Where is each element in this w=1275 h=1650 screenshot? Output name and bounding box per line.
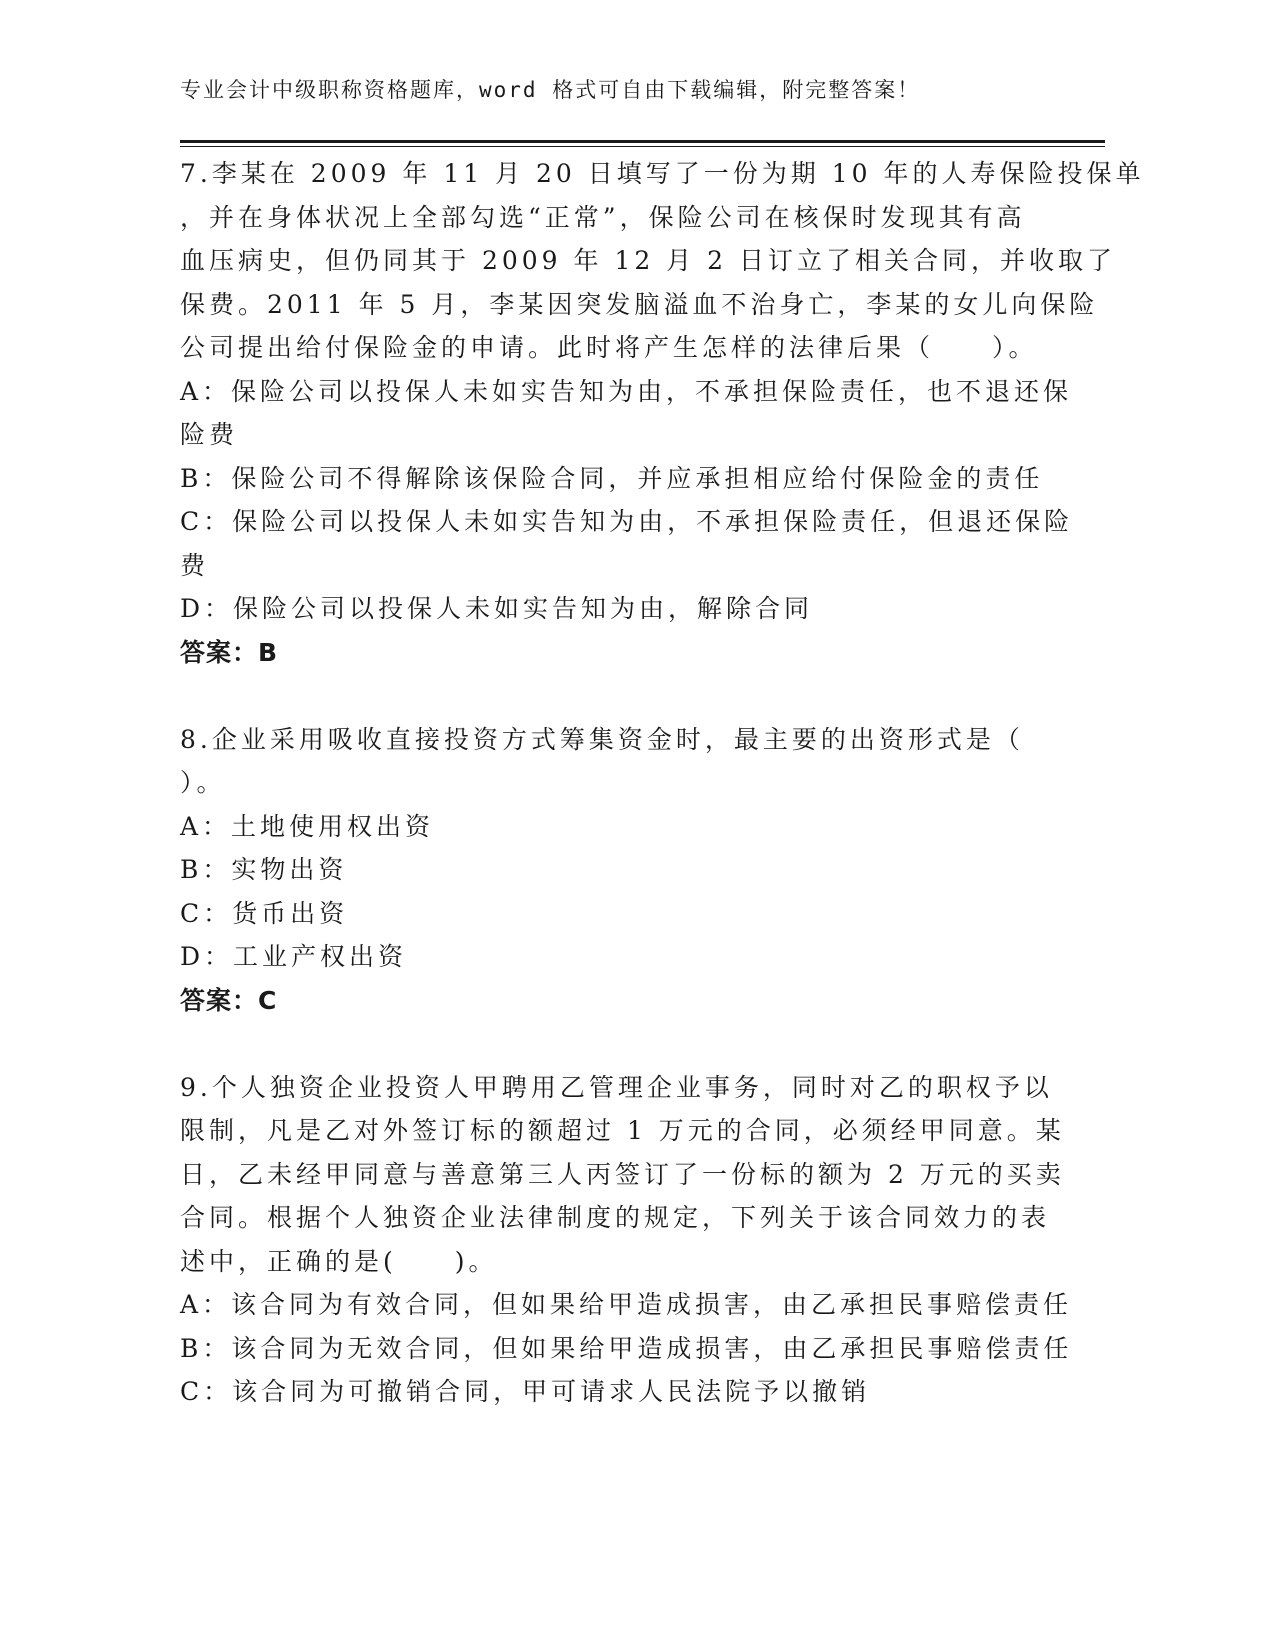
document-body (180, 152, 1145, 1414)
answer: 答案：B (180, 637, 279, 667)
question-text-line: 保费。2011 年 5 月，李某因突发脑溢血不治身亡，李某的女儿向保险 (180, 289, 1099, 319)
question-8 (180, 718, 1040, 1023)
option-c: C：货币出资 (180, 898, 349, 928)
question-text-line: 8.企业采用吸收直接投资方式筹集资金时，最主要的出资形式是（ (180, 724, 1024, 754)
option-d: D：保险公司以投保人未如实告知为由，解除合同 (180, 594, 814, 623)
question-text-line: ）。 (180, 768, 226, 797)
question-text-line: 述中，正确的是( )。 (180, 1246, 498, 1276)
question-text-line: 7.李某在 2009 年 11 月 20 日填写了一份为期 10 年的人寿保险投保单 (180, 159, 1145, 188)
option-a-continued: 险费 (180, 420, 239, 449)
question-text-line: 合同。根据个人独资企业法律制度的规定，下列关于该合同效力的表 (180, 1203, 1051, 1232)
spacer (180, 674, 1040, 718)
header-rule-thin (180, 146, 1105, 147)
option-b: B：保险公司不得解除该保险合同，并应承担相应给付保险金的责任 (180, 463, 1044, 493)
question-text-line: ，并在身体状况上全部勾选“正常”，保险公司在核保时发现其有高 (180, 202, 1026, 232)
option-a: A：土地使用权出资 (180, 811, 435, 841)
option-b: B：该合同为无效合同，但如果给甲造成损害，由乙承担民事赔偿责任 (180, 1333, 1073, 1363)
question-text-line: 日，乙未经甲同意与善意第三人丙签订了一份标的额为 2 万元的买卖 (180, 1159, 1065, 1189)
question-text-line: 限制，凡是乙对外签订标的额超过 1 万元的合同，必须经甲同意。某 (180, 1116, 1065, 1145)
option-b: B：实物出资 (180, 855, 348, 884)
question-9 (180, 1066, 1073, 1414)
option-a: A：该合同为有效合同，但如果给甲造成损害，由乙承担民事赔偿责任 (180, 1290, 1073, 1319)
option-a: A：保险公司以投保人未如实告知为由，不承担保险责任，也不退还保 (180, 376, 1073, 406)
page-header: 专业会计中级职称资格题库，word 格式可自由下载编辑，附完整答案！ (180, 78, 921, 102)
answer: 答案：C (180, 985, 278, 1015)
question-text-line: 9.个人独资企业投资人甲聘用乙管理企业事务，同时对乙的职权予以 (180, 1072, 1053, 1102)
spacer (180, 1022, 1040, 1066)
option-d: D：工业产权出资 (180, 942, 408, 971)
header-rule-thick (180, 140, 1105, 143)
option-c: C：保险公司以投保人未如实告知为由，不承担保险责任，但退还保险 (180, 507, 1074, 536)
question-7 (180, 152, 1145, 674)
question-text-line: 血压病史，但仍同其于 2009 年 12 月 2 日订立了相关合同，并收取了 (180, 246, 1117, 275)
option-c-continued: 费 (180, 550, 210, 580)
option-c: C：该合同为可撤销合同，甲可请求人民法院予以撤销 (180, 1377, 871, 1406)
question-text-line: 公司提出给付保险金的申请。此时将产生怎样的法律后果（ ）。 (180, 333, 1038, 362)
